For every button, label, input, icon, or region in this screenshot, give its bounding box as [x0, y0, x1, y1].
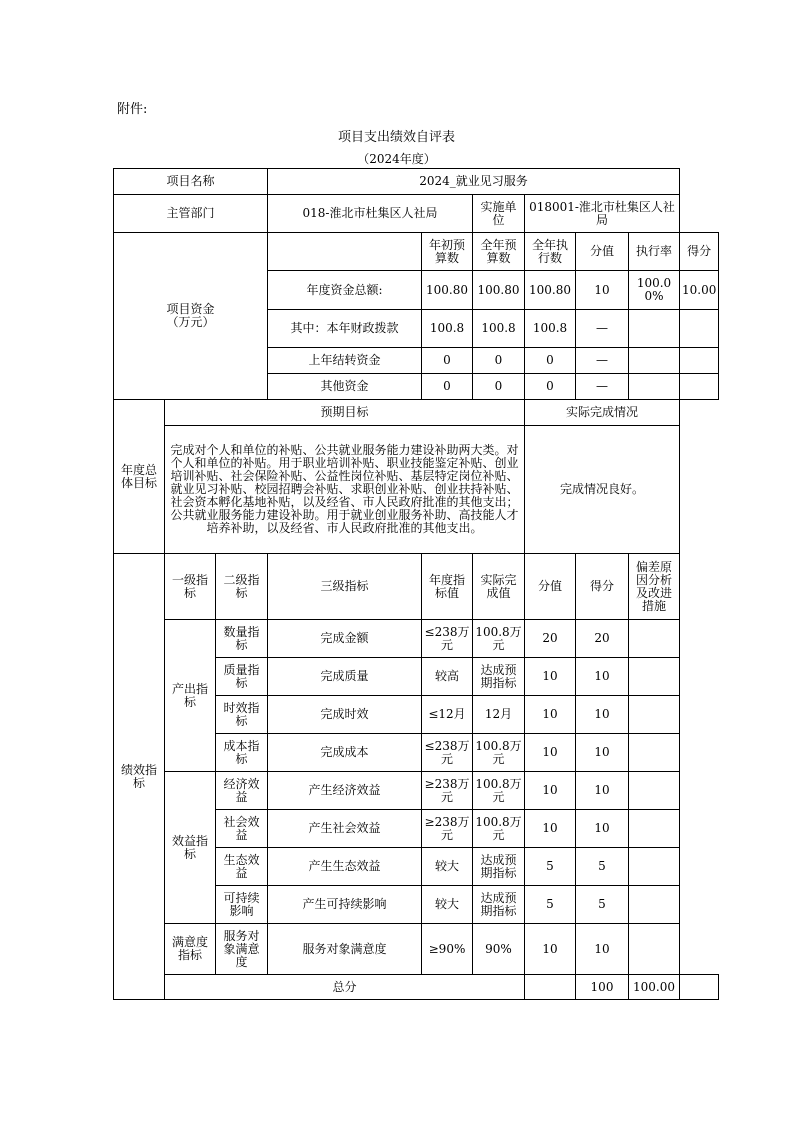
- perf-level2: 社会效益: [216, 810, 268, 848]
- perf-level3: 产生生态效益: [268, 848, 422, 886]
- funds-row-label: 上年结转资金: [268, 348, 422, 374]
- perf-score: 10: [576, 810, 629, 848]
- funds-executed: 0: [525, 348, 576, 374]
- perf-target: 较大: [422, 886, 473, 924]
- funds-initial: 100.8: [422, 310, 473, 348]
- perf-score: 5: [576, 886, 629, 924]
- funds-section-label: 项目资金 （万元）: [114, 233, 268, 400]
- funds-executed: 100.8: [525, 310, 576, 348]
- perf-header-target: 年度指标值: [422, 554, 473, 620]
- perf-deviation: [629, 734, 680, 772]
- funds-row-label: 年度资金总额:: [268, 271, 422, 310]
- perf-level1: 效益指标: [165, 772, 216, 924]
- funds-exec-rate: [629, 374, 680, 400]
- total-score-value: 100: [576, 975, 629, 1000]
- attachment-label: 附件:: [117, 102, 148, 117]
- funds-col-score-value: 分值: [576, 233, 629, 271]
- perf-deviation: [629, 620, 680, 658]
- perf-target: ≥238万元: [422, 810, 473, 848]
- impl-value: 018001-淮北市杜集区人社局: [525, 195, 680, 233]
- perf-target: ≥90%: [422, 924, 473, 975]
- funds-exec-rate: 100.00%: [629, 271, 680, 310]
- perf-level2: 生态效益: [216, 848, 268, 886]
- perf-score-value: 10: [525, 810, 576, 848]
- perf-deviation: [629, 772, 680, 810]
- perf-level2: 可持续影响: [216, 886, 268, 924]
- perf-target: ≥238万元: [422, 772, 473, 810]
- funds-score: [680, 310, 719, 348]
- dept-label: 主管部门: [114, 195, 268, 233]
- perf-actual: 100.8万元: [473, 620, 525, 658]
- funds-score-value: —: [576, 374, 629, 400]
- perf-score: 20: [576, 620, 629, 658]
- funds-row-label: 其他资金: [268, 374, 422, 400]
- perf-level2: 服务对象满意度: [216, 924, 268, 975]
- funds-row-label: 其中：本年财政拨款: [268, 310, 422, 348]
- evaluation-table: [113, 168, 719, 1000]
- perf-level3: 产生社会效益: [268, 810, 422, 848]
- perf-deviation: [629, 924, 680, 975]
- perf-score: 10: [576, 696, 629, 734]
- funds-col-exec-rate: 执行率: [629, 233, 680, 271]
- perf-header-score-value: 分值: [525, 554, 576, 620]
- total-label: 总分: [165, 975, 525, 1000]
- perf-level2: 质量指标: [216, 658, 268, 696]
- project-name-label: 项目名称: [114, 169, 268, 195]
- goals-expected-header: 预期目标: [165, 400, 525, 426]
- funds-score: [680, 374, 719, 400]
- perf-level1: 产出指标: [165, 620, 216, 772]
- funds-header-blank: [268, 233, 422, 271]
- perf-header-deviation: 偏差原因分析及改进措施: [629, 554, 680, 620]
- funds-col-initial: 年初预算数: [422, 233, 473, 271]
- perf-score: 10: [576, 658, 629, 696]
- perf-level3: 产生可持续影响: [268, 886, 422, 924]
- goals-actual-text: 完成情况良好。: [525, 426, 680, 554]
- perf-level3: 产生经济效益: [268, 772, 422, 810]
- total-deviation: [680, 975, 719, 1000]
- funds-annual: 100.80: [473, 271, 525, 310]
- perf-actual: 达成预期指标: [473, 848, 525, 886]
- perf-level2: 成本指标: [216, 734, 268, 772]
- perf-score-value: 10: [525, 696, 576, 734]
- perf-deviation: [629, 658, 680, 696]
- funds-score-value: 10: [576, 271, 629, 310]
- perf-score: 5: [576, 848, 629, 886]
- funds-executed: 100.80: [525, 271, 576, 310]
- perf-actual: 12月: [473, 696, 525, 734]
- perf-target: 较高: [422, 658, 473, 696]
- perf-header-level3: 三级指标: [268, 554, 422, 620]
- perf-deviation: [629, 810, 680, 848]
- perf-score: 10: [576, 772, 629, 810]
- funds-initial: 100.80: [422, 271, 473, 310]
- perf-level3: 完成成本: [268, 734, 422, 772]
- perf-score-value: 20: [525, 620, 576, 658]
- perf-actual: 90%: [473, 924, 525, 975]
- funds-executed: 0: [525, 374, 576, 400]
- perf-actual: 100.8万元: [473, 772, 525, 810]
- funds-annual: 0: [473, 374, 525, 400]
- funds-exec-rate: [629, 348, 680, 374]
- perf-score: 10: [576, 924, 629, 975]
- funds-col-annual: 全年预算数: [473, 233, 525, 271]
- total-score: 100.00: [629, 975, 680, 1000]
- perf-deviation: [629, 848, 680, 886]
- perf-score-value: 10: [525, 658, 576, 696]
- goals-actual-header: 实际完成情况: [525, 400, 680, 426]
- total-actual: [525, 975, 576, 1000]
- funds-score-value: —: [576, 348, 629, 374]
- perf-score-value: 10: [525, 924, 576, 975]
- performance-section-label: 绩效指标: [114, 554, 165, 1000]
- perf-header-level2: 二级指标: [216, 554, 268, 620]
- perf-target: ≤238万元: [422, 734, 473, 772]
- perf-score-value: 5: [525, 848, 576, 886]
- perf-deviation: [629, 886, 680, 924]
- funds-annual: 0: [473, 348, 525, 374]
- perf-level3: 完成金额: [268, 620, 422, 658]
- perf-level3: 服务对象满意度: [268, 924, 422, 975]
- perf-level3: 完成质量: [268, 658, 422, 696]
- perf-actual: 100.8万元: [473, 734, 525, 772]
- perf-score-value: 10: [525, 734, 576, 772]
- perf-target: 较大: [422, 848, 473, 886]
- perf-score-value: 10: [525, 772, 576, 810]
- project-name-value: 2024_就业见习服务: [268, 169, 680, 195]
- perf-header-level1: 一级指标: [165, 554, 216, 620]
- funds-exec-rate: [629, 310, 680, 348]
- perf-header-score: 得分: [576, 554, 629, 620]
- impl-label: 实施单位: [473, 195, 525, 233]
- funds-initial: 0: [422, 348, 473, 374]
- funds-annual: 100.8: [473, 310, 525, 348]
- goals-expected-text: 完成对个人和单位的补贴、公共就业服务能力建设补助两大类。对个人和单位的补贴。用于职业培训补贴、职业技能鉴定补贴、创业培训补贴、社会保险补贴、公益性岗位补贴、基层特定岗位补贴、就业见习补贴、校园招聘会补贴、求职创业补贴、创业扶持补贴、社会资本孵化基地补贴，以及经省、市人民政府批准的其他支出；公共就业服务能力建设补助。用于就业创业服务补助、高技能人才培养补助，以及经省、市人民政府批准的其他支出。: [165, 426, 525, 554]
- perf-actual: 达成预期指标: [473, 658, 525, 696]
- perf-score-value: 5: [525, 886, 576, 924]
- perf-level2: 经济效益: [216, 772, 268, 810]
- perf-level1: 满意度指标: [165, 924, 216, 975]
- funds-score: [680, 348, 719, 374]
- perf-score: 10: [576, 734, 629, 772]
- funds-score: 10.00: [680, 271, 719, 310]
- dept-value: 018-淮北市杜集区人社局: [268, 195, 473, 233]
- perf-target: ≤238万元: [422, 620, 473, 658]
- perf-actual: 达成预期指标: [473, 886, 525, 924]
- document-title: 项目支出绩效自评表: [337, 130, 455, 145]
- funds-score-value: —: [576, 310, 629, 348]
- perf-deviation: [629, 696, 680, 734]
- funds-col-score: 得分: [680, 233, 719, 271]
- goals-section-label: 年度总体目标: [114, 400, 165, 554]
- perf-actual: 100.8万元: [473, 810, 525, 848]
- perf-header-actual: 实际完成值: [473, 554, 525, 620]
- funds-col-executed: 全年执行数: [525, 233, 576, 271]
- perf-target: ≤12月: [422, 696, 473, 734]
- funds-initial: 0: [422, 374, 473, 400]
- perf-level2: 数量指标: [216, 620, 268, 658]
- perf-level3: 完成时效: [268, 696, 422, 734]
- document-year: （2024年度）: [357, 152, 436, 166]
- perf-level2: 时效指标: [216, 696, 268, 734]
